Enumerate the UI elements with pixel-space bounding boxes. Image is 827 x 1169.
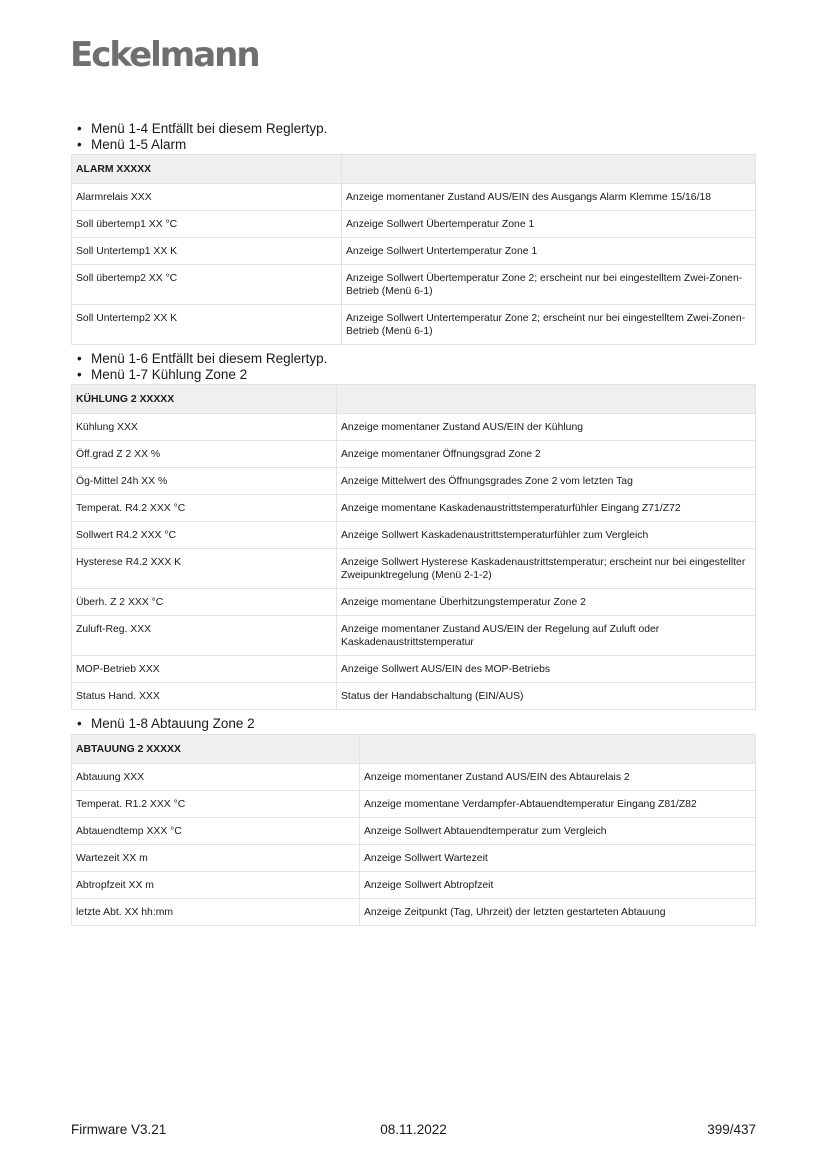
- table-header-row: [72, 734, 756, 763]
- table-header-empty: [360, 734, 756, 763]
- table-row: [72, 616, 756, 656]
- table-row: [72, 871, 756, 898]
- table-row: [72, 495, 756, 522]
- page-footer: [71, 1122, 756, 1142]
- parameter-cell: Öff.grad Z 2 XX %: [72, 441, 337, 468]
- parameter-cell: Hysterese R4.2 XXX K: [72, 549, 337, 589]
- table-row: [72, 790, 756, 817]
- bullet-list-menu-1-4-1-5: [71, 121, 756, 152]
- parameter-cell: Soll übertemp1 XX °C: [72, 211, 342, 238]
- description-cell: Anzeige momentaner Zustand AUS/EIN des Abtaurelais 2: [360, 763, 756, 790]
- parameter-cell: Abtropfzeit XX m: [72, 871, 360, 898]
- description-cell: Anzeige Sollwert Hysterese Kaskadenaustrittstemperatur; erscheint nur bei eingestellter Zweipunktregelung (Menü 2-1-2): [337, 549, 756, 589]
- table-row: [72, 549, 756, 589]
- bullet-list-menu-1-8: [71, 716, 756, 732]
- description-cell: Status der Handabschaltung (EIN/AUS): [337, 683, 756, 710]
- table-title: ALARM XXXXX: [72, 155, 342, 184]
- table-row: [72, 265, 756, 305]
- description-cell: Anzeige Sollwert Übertemperatur Zone 1: [342, 211, 756, 238]
- eckelmann-logo: Eckelmann: [70, 35, 259, 75]
- description-cell: Anzeige Sollwert Untertemperatur Zone 2; erscheint nur bei eingestelltem Zwei-Zonen-Betrieb (Menü 6-1): [342, 305, 756, 345]
- bullet-list-menu-1-6-1-7: [71, 351, 756, 382]
- table-row: [72, 589, 756, 616]
- table-row: [72, 441, 756, 468]
- table-row: [72, 656, 756, 683]
- table-title: ABTAUUNG 2 XXXXX: [72, 734, 360, 763]
- description-cell: Anzeige momentaner Öffnungsgrad Zone 2: [337, 441, 756, 468]
- parameter-cell: Abtauung XXX: [72, 763, 360, 790]
- description-cell: Anzeige Sollwert AUS/EIN des MOP-Betriebs: [337, 656, 756, 683]
- table-row: [72, 763, 756, 790]
- parameter-cell: Wartezeit XX m: [72, 844, 360, 871]
- bullet-item: • Menü 1-8 Abtauung Zone 2: [71, 716, 756, 732]
- bullet-item: • Menü 1-7 Kühlung Zone 2: [71, 367, 756, 383]
- parameter-cell: Sollwert R4.2 XXX °C: [72, 522, 337, 549]
- description-cell: Anzeige momentane Kaskadenaustrittstemperaturfühler Eingang Z71/Z72: [337, 495, 756, 522]
- bullet-item: • Menü 1-6 Entfällt bei diesem Reglertyp.: [71, 351, 756, 367]
- parameter-cell: letzte Abt. XX hh:mm: [72, 898, 360, 925]
- table-title: KÜHLUNG 2 XXXXX: [72, 385, 337, 414]
- parameter-cell: Ög-Mittel 24h XX %: [72, 468, 337, 495]
- firmware-version: Firmware V3.21: [71, 1122, 167, 1137]
- table-row: [72, 522, 756, 549]
- page-number: 399/437: [707, 1122, 756, 1137]
- abtauung-zone-2-table: [71, 734, 756, 926]
- document-date: 08.11.2022: [380, 1122, 447, 1137]
- page-content: [71, 121, 756, 926]
- table-row: [72, 817, 756, 844]
- parameter-cell: Temperat. R1.2 XXX °C: [72, 790, 360, 817]
- description-cell: Anzeige Sollwert Untertemperatur Zone 1: [342, 238, 756, 265]
- description-cell: Anzeige momentaner Zustand AUS/EIN der Regelung auf Zuluft oder Kaskadenaustrittstemperatur: [337, 616, 756, 656]
- description-cell: Anzeige Sollwert Übertemperatur Zone 2; erscheint nur bei eingestelltem Zwei-Zonen-Betrieb (Menü 6-1): [342, 265, 756, 305]
- parameter-cell: Zuluft-Reg. XXX: [72, 616, 337, 656]
- description-cell: Anzeige Zeitpunkt (Tag, Uhrzeit) der letzten gestarteten Abtauung: [360, 898, 756, 925]
- description-cell: Anzeige Sollwert Kaskadenaustrittstemperaturfühler zum Vergleich: [337, 522, 756, 549]
- parameter-cell: Überh. Z 2 XXX °C: [72, 589, 337, 616]
- description-cell: Anzeige Sollwert Abtropfzeit: [360, 871, 756, 898]
- parameter-cell: Abtauendtemp XXX °C: [72, 817, 360, 844]
- table-header-row: [72, 155, 756, 184]
- description-cell: Anzeige Sollwert Abtauendtemperatur zum Vergleich: [360, 817, 756, 844]
- table-row: [72, 844, 756, 871]
- table-row: [72, 211, 756, 238]
- parameter-cell: Alarmrelais XXX: [72, 184, 342, 211]
- table-row: [72, 898, 756, 925]
- parameter-cell: Status Hand. XXX: [72, 683, 337, 710]
- table-row: [72, 184, 756, 211]
- parameter-cell: Soll Untertemp2 XX K: [72, 305, 342, 345]
- description-cell: Anzeige momentane Verdampfer-Abtauendtemperatur Eingang Z81/Z82: [360, 790, 756, 817]
- table-header-row: [72, 385, 756, 414]
- description-cell: Anzeige momentaner Zustand AUS/EIN der Kühlung: [337, 414, 756, 441]
- description-cell: Anzeige Sollwert Wartezeit: [360, 844, 756, 871]
- parameter-cell: Soll Untertemp1 XX K: [72, 238, 342, 265]
- description-cell: Anzeige momentane Überhitzungstemperatur Zone 2: [337, 589, 756, 616]
- kuehlung-zone-2-table: [71, 384, 756, 710]
- parameter-cell: Kühlung XXX: [72, 414, 337, 441]
- alarm-table: [71, 154, 756, 345]
- table-row: [72, 683, 756, 710]
- bullet-item: • Menü 1-4 Entfällt bei diesem Reglertyp.: [71, 121, 756, 137]
- table-row: [72, 414, 756, 441]
- table-row: [72, 238, 756, 265]
- table-header-empty: [337, 385, 756, 414]
- table-header-empty: [342, 155, 756, 184]
- description-cell: Anzeige momentaner Zustand AUS/EIN des Ausgangs Alarm Klemme 15/16/18: [342, 184, 756, 211]
- bullet-item: • Menü 1-5 Alarm: [71, 137, 756, 153]
- table-row: [72, 468, 756, 495]
- parameter-cell: MOP-Betrieb XXX: [72, 656, 337, 683]
- description-cell: Anzeige Mittelwert des Öffnungsgrades Zone 2 vom letzten Tag: [337, 468, 756, 495]
- parameter-cell: Soll übertemp2 XX °C: [72, 265, 342, 305]
- parameter-cell: Temperat. R4.2 XXX °C: [72, 495, 337, 522]
- table-row: [72, 305, 756, 345]
